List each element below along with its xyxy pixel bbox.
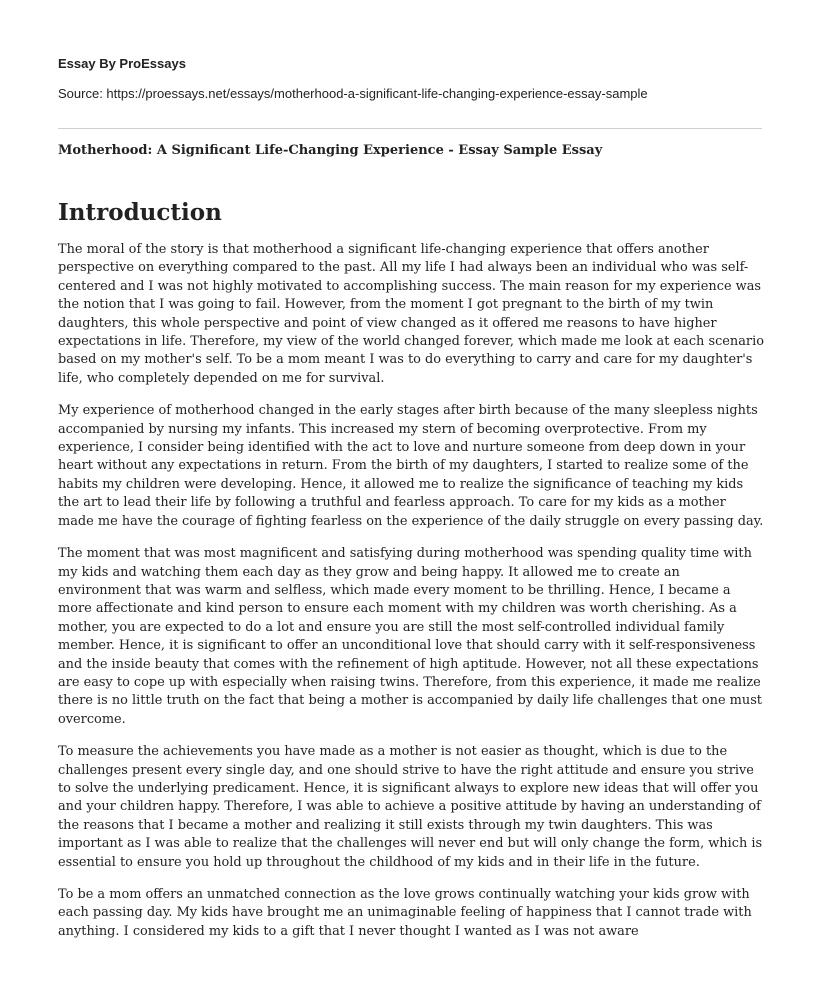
paragraph: To be a mom offers an unmatched connection as the love grows continually watching your kids grow with each passing day. My kids have brought me an unimaginable feeling of happiness that I cannot trade with anything. I considered my kids to a gift that I never thought I wanted as I was not aware bbox=[58, 887, 752, 939]
paragraph: The moment that was most magnificent and satisfying during motherhood was spending quality time with my kids and watching them each day as they grow and being happy. It allowed me to create an environment that was warm and selfless, which made every moment to be thrilling. Hence, I became a more affectionate and kind person to ensure each moment with my children was worth cherishing. As a mother, you are expected to do a lot and ensure you are still the most self-controlled individual family member. Hence, it is significant to offer an unconditional love that should carry with it self-responsiveness and the inside beauty that comes with the refinement of high aptitude. However, not all these expectations are easy to cope up with especially when raising twins. Therefore, from this experience, it made me realize there is no little truth on the fact that being a mother is accompanied by daily life challenges that one must overcome. bbox=[58, 546, 762, 727]
document-title: Motherhood: A Significant Life-Changing Experience - Essay Sample Essay bbox=[58, 143, 603, 158]
paragraph: My experience of motherhood changed in the early stages after birth because of the many sleepless nights accompanied by nursing my infants. This increased my stern of becoming overprotective. From my experience, I consider being identified with the act to love and nurture someone from deep down in your heart without any expectations in return. From the birth of my daughters, I started to realize some of the habits my children were developing. Hence, it allowed me to realize the significance of teaching my kids the art to lead their life by following a truthful and fearless approach. To care for my kids as a mother made me have the courage of fighting fearless on the experience of the daily struggle on every passing day. bbox=[58, 403, 764, 529]
paragraph: To measure the achievements you have made as a mother is not easier as thought, which is due to the challenges present every single day, and one should strive to have the right attitude and ensure you strive to solve the underlying predicament. Hence, it is significant always to explore new ideas that will offer you and your children happy. Therefore, I was able to achieve a positive attitude by having an understanding of the reasons that I became a mother and realizing it still exists through my twin daughters. This was important as I was able to realize that the challenges will never end but will only change the form, which is essential to ensure you hold up throughout the childhood of my kids and in their life in the future. bbox=[58, 744, 763, 870]
source-line: Source: https://proessays.net/essays/motherhood-a-significant-life-changing-experience-essay-sample bbox=[58, 86, 648, 101]
paragraph: The moral of the story is that motherhood a significant life-changing experience that offers another perspective on everything compared to the past. All my life I had always been an individual who was self-centered and I was not highly motivated to accomplishing success. The main reason for my experience was the notion that I was going to fail. However, from the moment I got pregnant to the birth of my twin daughters, this whole perspective and point of view changed as it offered me reasons to have higher expectations in life. Therefore, my view of the world changed forever, which made me look at each scenario based on my mother's self. To be a mom meant I was to do everything to carry and care for my daughter's life, who completely depended on me for survival. bbox=[58, 242, 764, 386]
section-heading: Introduction bbox=[58, 199, 222, 226]
divider bbox=[58, 128, 762, 129]
brand-label: Essay By ProEssays bbox=[58, 56, 186, 71]
essay-body bbox=[58, 241, 764, 955]
